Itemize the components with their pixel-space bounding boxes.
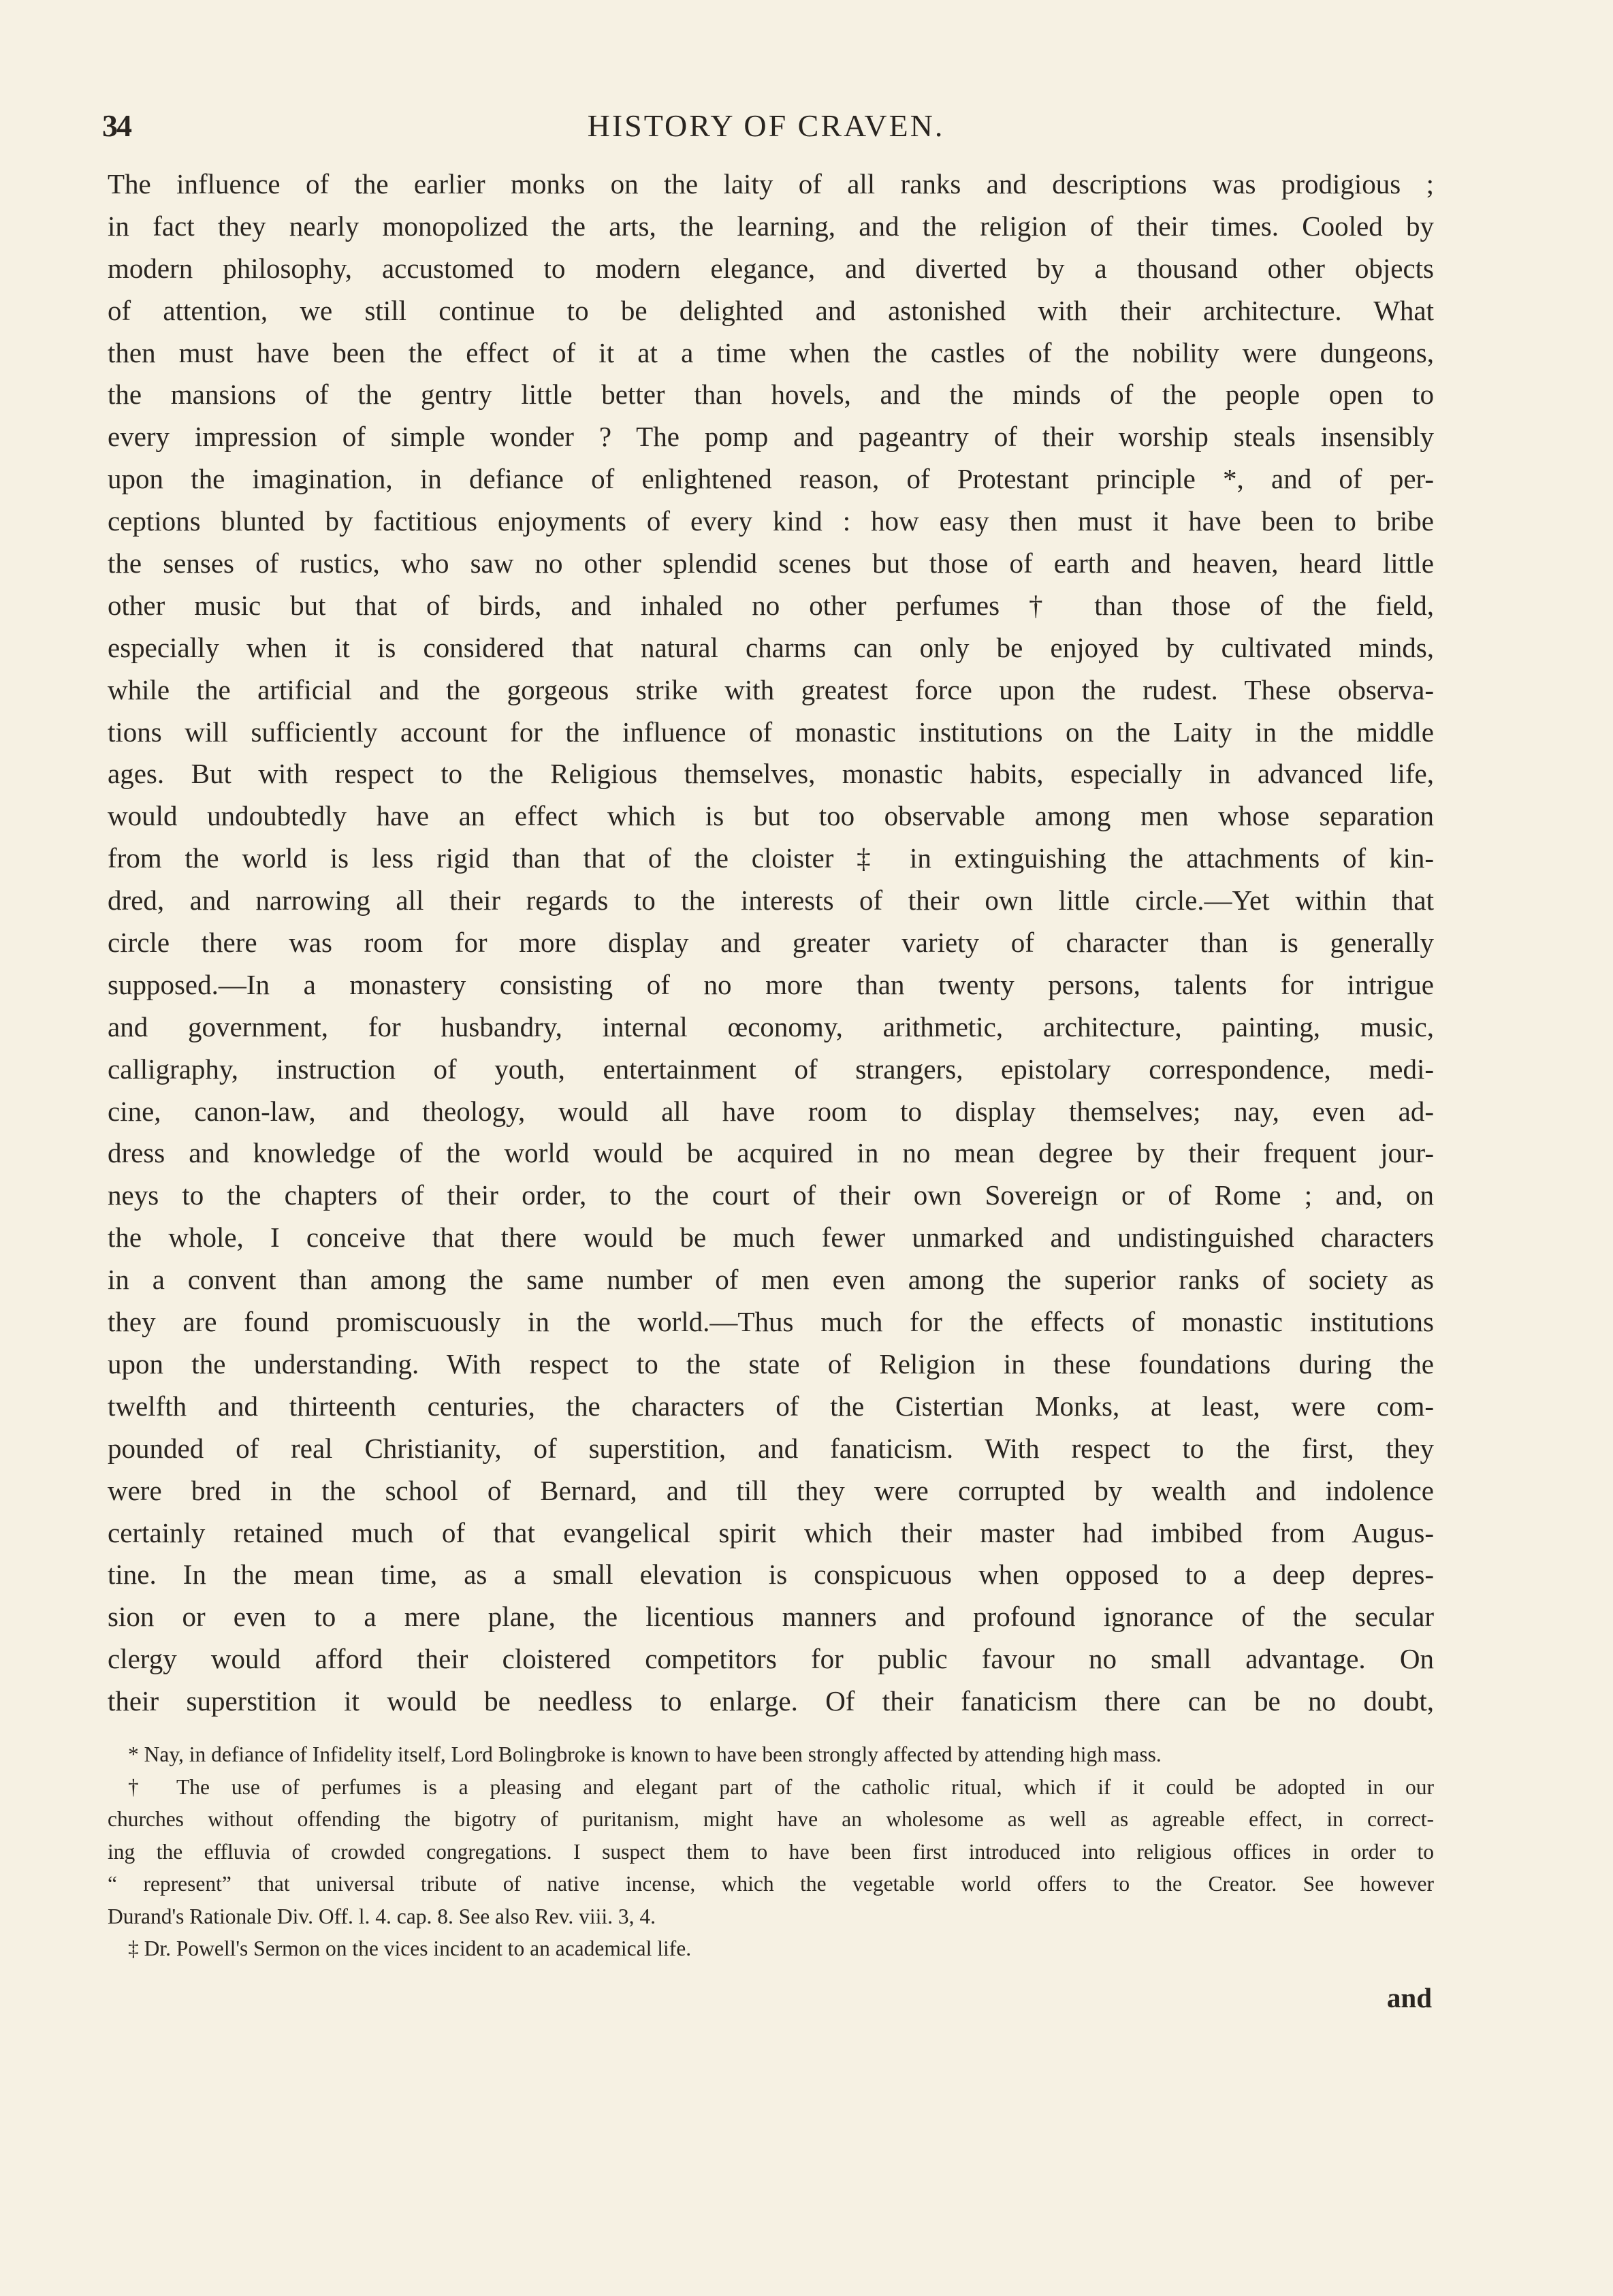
body-line: while the artificial and the gorgeous strike with greatest force upon the rudest. These observa- bbox=[108, 673, 1434, 705]
body-line: in fact they nearly monopolized the arts, the learning, and the religion of their times. Cooled by bbox=[108, 210, 1434, 242]
catchword: and bbox=[1386, 1982, 1432, 2013]
body-line: ages. But with respect to the Religious themselves, monastic habits, especially in advanced life, bbox=[108, 758, 1434, 790]
body-line: the senses of rustics, who saw no other splendid scenes but those of earth and heaven, heard little bbox=[108, 547, 1434, 579]
body-line: then must have been the effect of it at a time when the castles of the nobility were dungeons, bbox=[108, 336, 1434, 368]
body-line: The influence of the earlier monks on the laity of all ranks and descriptions was prodigious ; bbox=[108, 168, 1434, 200]
body-line: every impression of simple wonder ? The pomp and pageantry of their worship steals insensibly bbox=[108, 421, 1434, 453]
body-line: clergy would afford their cloistered competitors for public favour no small advantage. On bbox=[108, 1643, 1434, 1675]
footnote-line: ing the effluvia of crowded congregations. I suspect them to have been first introduced into religious offices in order to bbox=[108, 1839, 1434, 1864]
page-number: 34 bbox=[102, 108, 131, 143]
body-line: from the world is less rigid than that of the cloister ‡ in extinguishing the attachments of kin- bbox=[108, 842, 1434, 874]
body-line: supposed.—In a monastery consisting of no more than twenty persons, talents for intrigue bbox=[108, 968, 1434, 1000]
body-line: they are found promiscuously in the world.—Thus much for the effects of monastic institutions bbox=[108, 1306, 1434, 1338]
body-line: the whole, I conceive that there would be much fewer unmarked and undistinguished characters bbox=[108, 1222, 1434, 1254]
body-line: ceptions blunted by factitious enjoyments of every kind : how easy then must it have been to bribe bbox=[108, 505, 1434, 537]
body-line: upon the understanding. With respect to the state of Religion in these foundations during the bbox=[108, 1348, 1434, 1380]
body-line: were bred in the school of Bernard, and till they were corrupted by wealth and indolence bbox=[108, 1474, 1434, 1506]
page-header bbox=[102, 108, 1430, 148]
body-line: sion or even to a mere plane, the licentious manners and profound ignorance of the secular bbox=[108, 1601, 1434, 1633]
body-line: in a convent than among the same number of men even among the superior ranks of society as bbox=[108, 1264, 1434, 1296]
body-line: especially when it is considered that natural charms can only be enjoyed by cultivated minds, bbox=[108, 631, 1434, 663]
body-line: modern philosophy, accustomed to modern elegance, and diverted by a thousand other objects bbox=[108, 252, 1434, 284]
body-line: dred, and narrowing all their regards to the interests of their own little circle.—Yet within that bbox=[108, 884, 1434, 916]
body-line: the mansions of the gentry little better than hovels, and the minds of the people open to bbox=[108, 379, 1434, 411]
footnotes bbox=[108, 1738, 1434, 1965]
body-line: cine, canon-law, and theology, would all have room to display themselves; nay, even ad- bbox=[108, 1095, 1434, 1127]
body-line: other music but that of birds, and inhaled no other perfumes † than those of the field, bbox=[108, 589, 1434, 621]
footnote-line: * Nay, in defiance of Infidelity itself, Lord Bolingbroke is known to have been strongly affected by attending high mass. bbox=[128, 1742, 1162, 1766]
body-line: certainly retained much of that evangelical spirit which their master had imbibed from Augus- bbox=[108, 1516, 1434, 1548]
body-line: calligraphy, instruction of youth, entertainment of strangers, epistolary correspondence, medi- bbox=[108, 1053, 1434, 1085]
running-title: HISTORY OF CRAVEN. bbox=[587, 108, 945, 143]
footnote-line: † The use of perfumes is a pleasing and elegant part of the catholic ritual, which if it could be adopted in our bbox=[128, 1774, 1434, 1799]
body-line: pounded of real Christianity, of superstition, and fanaticism. With respect to the first, they bbox=[108, 1432, 1434, 1464]
footnote-line: “ represent” that universal tribute of native incense, which the vegetable world offers to the Creator. See however bbox=[108, 1872, 1434, 1896]
body-line: and government, for husbandry, internal œconomy, arithmetic, architecture, painting, music, bbox=[108, 1010, 1434, 1042]
body-line: would undoubtedly have an effect which is but too observable among men whose separation bbox=[108, 800, 1434, 832]
body-line: tine. In the mean time, as a small elevation is conspicuous when opposed to a deep depres- bbox=[108, 1559, 1434, 1591]
footnote-line: ‡ Dr. Powell's Sermon on the vices incident to an academical life. bbox=[128, 1936, 692, 1960]
body-text bbox=[108, 163, 1434, 1723]
body-line: neys to the chapters of their order, to the court of their own Sovereign or of Rome ; and, on bbox=[108, 1179, 1434, 1211]
body-line: dress and knowledge of the world would be acquired in no mean degree by their frequent jour- bbox=[108, 1137, 1434, 1169]
body-line: circle there was room for more display and greater variety of character than is generally bbox=[108, 927, 1434, 959]
body-line: tions will sufficiently account for the influence of monastic institutions on the Laity in the middle bbox=[108, 716, 1434, 748]
footnote-line: churches without offending the bigotry of puritanism, might have an wholesome as well as agreable effect, in correct- bbox=[108, 1807, 1434, 1831]
body-line: upon the imagination, in defiance of enlightened reason, of Protestant principle *, and of per- bbox=[108, 463, 1434, 495]
body-line: their superstition it would be needless to enlarge. Of their fanaticism there can be no doubt, bbox=[108, 1685, 1434, 1717]
footnote-line: Durand's Rationale Div. Off. l. 4. cap. 8. See also Rev. viii. 3, 4. bbox=[108, 1904, 656, 1928]
body-line: twelfth and thirteenth centuries, the characters of the Cistertian Monks, at least, were com- bbox=[108, 1390, 1434, 1422]
body-line: of attention, we still continue to be delighted and astonished with their architecture. What bbox=[108, 294, 1434, 326]
